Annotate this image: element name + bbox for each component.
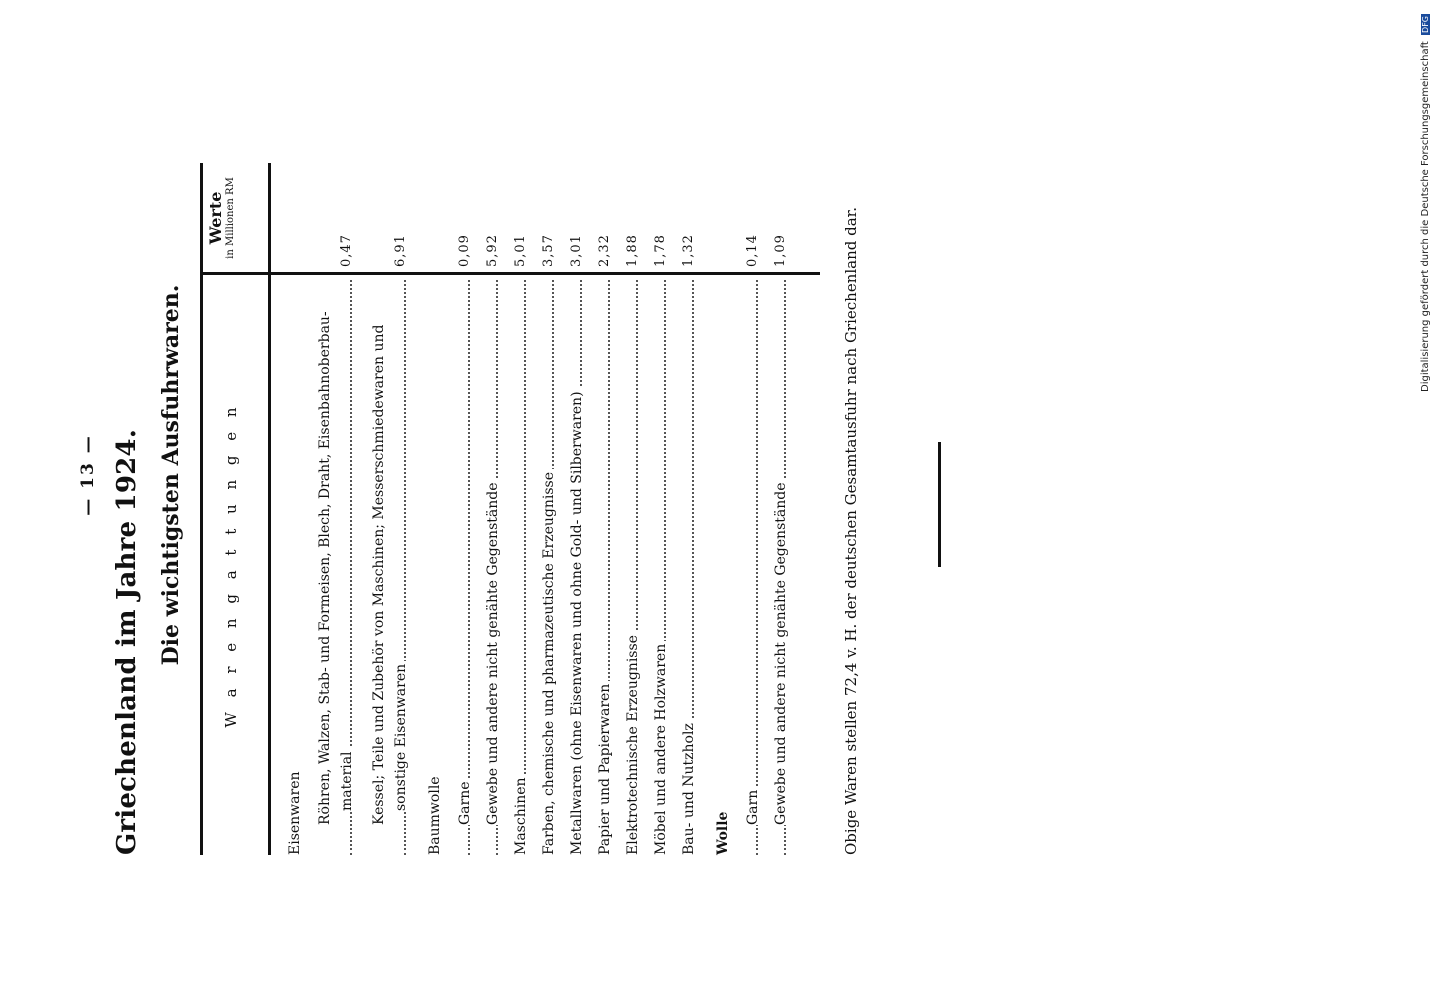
table-row xyxy=(390,95,412,855)
row-label: Eisenwaren xyxy=(284,768,306,855)
table-row xyxy=(368,95,390,855)
row-label: Gewebe und andere nicht genähte Gegenstände xyxy=(770,480,792,826)
table-row xyxy=(712,95,734,855)
row-value: 0,47 xyxy=(339,234,354,267)
row-value: 5,01 xyxy=(513,234,528,267)
row-label: Bau- und Nutzholz xyxy=(678,720,700,855)
rotated-page xyxy=(78,95,910,855)
leader-dots xyxy=(468,280,470,855)
row-value: 0,09 xyxy=(457,234,472,267)
row-value: 1,32 xyxy=(681,234,696,267)
table-row xyxy=(594,95,616,855)
column-header-goods: W a r e n g a t t u n g e n xyxy=(222,402,240,728)
row-value: 3,57 xyxy=(541,234,556,267)
table-row xyxy=(482,95,504,855)
digitization-text: Digitalisierung gefördert durch die Deutsche Forschungsgemeinschaft xyxy=(1420,41,1431,392)
end-rule xyxy=(938,442,941,567)
table-row xyxy=(424,95,446,855)
table-row xyxy=(742,95,764,855)
row-value: 2,32 xyxy=(597,234,612,267)
row-label: Kessel; Teile und Zubehör von Maschinen; Messerschmiedewaren und xyxy=(368,322,390,825)
page-subtitle: Die wichtigsten Ausfuhrwaren. xyxy=(158,284,184,666)
table-row xyxy=(770,95,792,855)
table-row xyxy=(314,95,336,855)
row-label: Baumwolle xyxy=(424,773,446,855)
row-label: Maschinen xyxy=(510,774,532,855)
row-value: 6,91 xyxy=(393,234,408,267)
row-value: 3,01 xyxy=(569,234,584,267)
row-label: Gewebe und andere nicht genähte Gegenstände xyxy=(482,480,504,826)
row-value: 5,92 xyxy=(485,234,500,267)
row-label: Wolle xyxy=(712,809,734,855)
table-row xyxy=(284,95,306,855)
row-label: Röhren, Walzen, Stab- und Formeisen, Blech, Draht, Eisenbahnoberbau- xyxy=(314,308,336,825)
row-value: 1,78 xyxy=(653,234,668,267)
column-header-values-unit: in Millionen RM xyxy=(225,177,236,259)
column-header-values xyxy=(208,163,238,273)
leader-dots xyxy=(524,280,526,855)
table-row xyxy=(336,95,358,855)
leader-dots xyxy=(756,280,758,855)
row-value: 1,88 xyxy=(625,234,640,267)
row-label: Garn xyxy=(742,787,764,825)
row-label: Metallwaren (ohne Eisenwaren und ohne Gold- und Silberwaren) xyxy=(566,388,588,855)
row-label: Möbel und andere Holzwaren xyxy=(650,641,672,855)
table-row xyxy=(510,95,532,855)
table-row xyxy=(678,95,700,855)
table-row xyxy=(566,95,588,855)
footer-note: Obige Waren stellen 72,4 v. H. der deutschen Gesamtausfuhr nach Griechenland dar. xyxy=(842,207,860,855)
row-label: Garne xyxy=(454,778,476,825)
dfg-badge: DFG xyxy=(1421,16,1430,33)
table-header-rule xyxy=(268,163,271,855)
row-label: Elektrotechnische Erzeugnisse xyxy=(622,632,644,855)
row-label: sonstige Eisenwaren xyxy=(390,661,412,811)
row-label: material xyxy=(336,748,358,811)
table-row xyxy=(454,95,476,855)
digitization-note xyxy=(1420,14,1431,392)
table-row xyxy=(538,95,560,855)
table-row xyxy=(622,95,644,855)
row-label: Farben, chemische und pharmazeutische Erzeugnisse xyxy=(538,469,560,855)
row-value: 1,09 xyxy=(773,234,788,267)
row-label: Papier und Papierwaren xyxy=(594,681,616,855)
row-value: 0,14 xyxy=(745,234,760,267)
page-number: — 13 — xyxy=(78,434,98,516)
page-title: Griechenland im Jahre 1924. xyxy=(112,429,142,855)
table-row xyxy=(650,95,672,855)
table-top-rule xyxy=(200,163,203,855)
column-header-values-word: Werte xyxy=(206,191,225,245)
